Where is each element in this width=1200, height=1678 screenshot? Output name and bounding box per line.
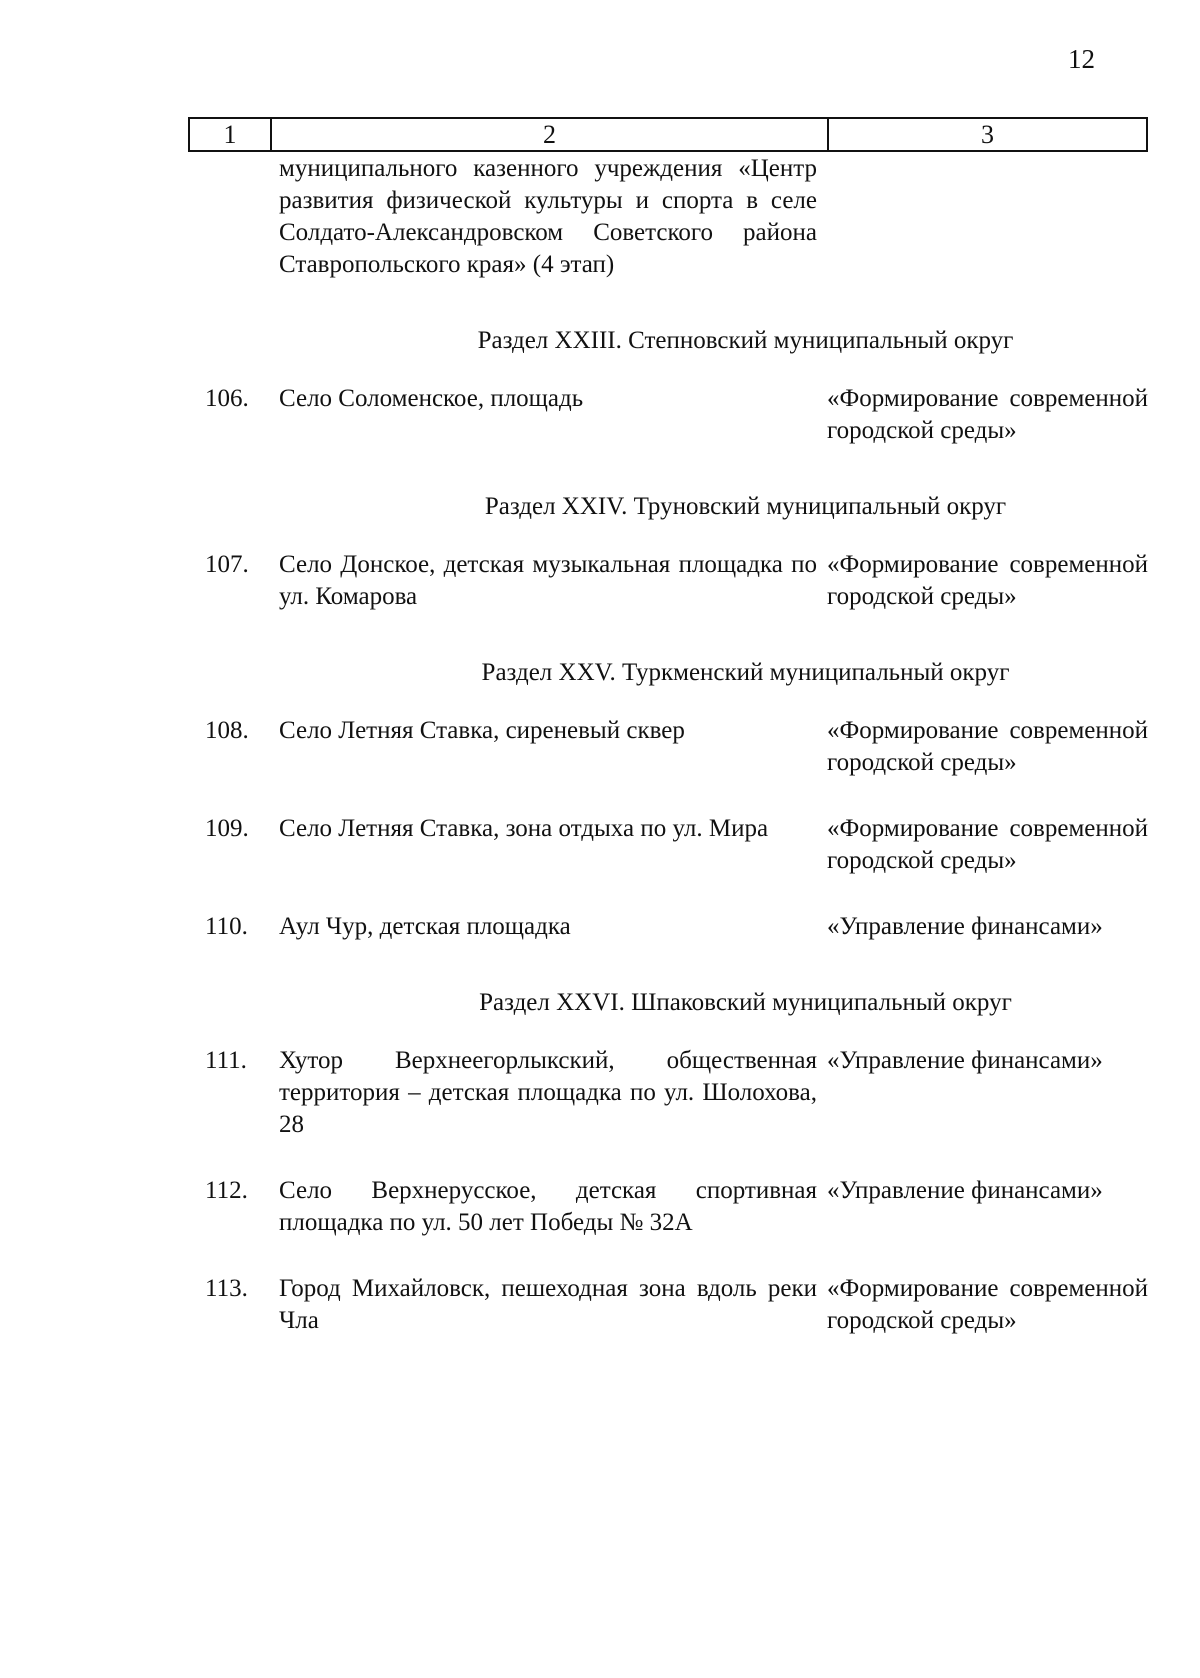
- section-xxv: [188, 657, 1148, 943]
- list-item: [188, 1175, 1148, 1239]
- list-item: [188, 715, 1148, 779]
- page-number: 12: [1068, 44, 1095, 74]
- list-item: [188, 383, 1148, 447]
- item-program: «Формирование современной городской среды»: [827, 1275, 1148, 1334]
- list-item: [188, 911, 1148, 943]
- item-description: Село Соломенское, площадь: [279, 385, 584, 412]
- list-item: [188, 549, 1148, 613]
- item-number: 111.: [205, 1047, 247, 1074]
- list-item: [188, 1045, 1148, 1141]
- continued-item-text: муниципального казенного учреждения «Центр развития физической культуры и спорта в селе Солдато-Александровском Советского района Ставропольского края» (4 этап): [279, 155, 817, 278]
- item-number: 106.: [205, 385, 249, 412]
- document-body: [188, 153, 1148, 1371]
- item-description: Город Михайловск, пешеходная зона вдоль реки Чла: [279, 1275, 817, 1334]
- section-xxiv: [188, 491, 1148, 613]
- item-program: «Формирование современной городской среды»: [827, 717, 1148, 776]
- section-title: Раздел XXVI. Шпаковский муниципальный округ: [479, 989, 1012, 1016]
- item-description: Село Летняя Ставка, зона отдыха по ул. Мира: [279, 815, 769, 842]
- column-header-1: 1: [190, 119, 272, 150]
- item-description: Село Верхнерусское, детская спортивная площадка по ул. 50 лет Победы № 32А: [279, 1177, 817, 1236]
- section-xxiii: [188, 325, 1148, 447]
- item-program: «Формирование современной городской среды»: [827, 385, 1148, 444]
- item-program: «Формирование современной городской среды»: [827, 551, 1148, 610]
- list-item: [188, 1273, 1148, 1337]
- section-title: Раздел XXIII. Степновский муниципальный округ: [477, 327, 1014, 354]
- item-number: 112.: [205, 1177, 248, 1204]
- item-number: 110.: [205, 913, 248, 940]
- column-header-2: 2: [272, 119, 829, 150]
- list-item: [188, 813, 1148, 877]
- table-header-row: [188, 117, 1148, 152]
- section-title: Раздел XXV. Туркменский муниципальный округ: [481, 659, 1010, 686]
- section-xxvi: [188, 987, 1148, 1337]
- item-program: «Управление финансами»: [827, 913, 1103, 940]
- column-header-3: 3: [981, 119, 994, 149]
- item-description: Аул Чур, детская площадка: [279, 913, 571, 940]
- item-program: «Формирование современной городской среды»: [827, 815, 1148, 874]
- item-description: Хутор Верхнеегорлыкский, общественная территория – детская площадка по ул. Шолохова, 28: [279, 1047, 817, 1138]
- item-number: 108.: [205, 717, 249, 744]
- item-description: Село Донское, детская музыкальная площадка по ул. Комарова: [279, 551, 817, 610]
- item-description: Село Летняя Ставка, сиреневый сквер: [279, 717, 685, 744]
- item-number: 109.: [205, 815, 249, 842]
- item-number: 107.: [205, 551, 249, 578]
- item-program: «Управление финансами»: [827, 1177, 1103, 1204]
- item-program: «Управление финансами»: [827, 1047, 1103, 1074]
- item-number: 113.: [205, 1275, 248, 1302]
- section-title: Раздел XXIV. Труновский муниципальный округ: [484, 493, 1007, 520]
